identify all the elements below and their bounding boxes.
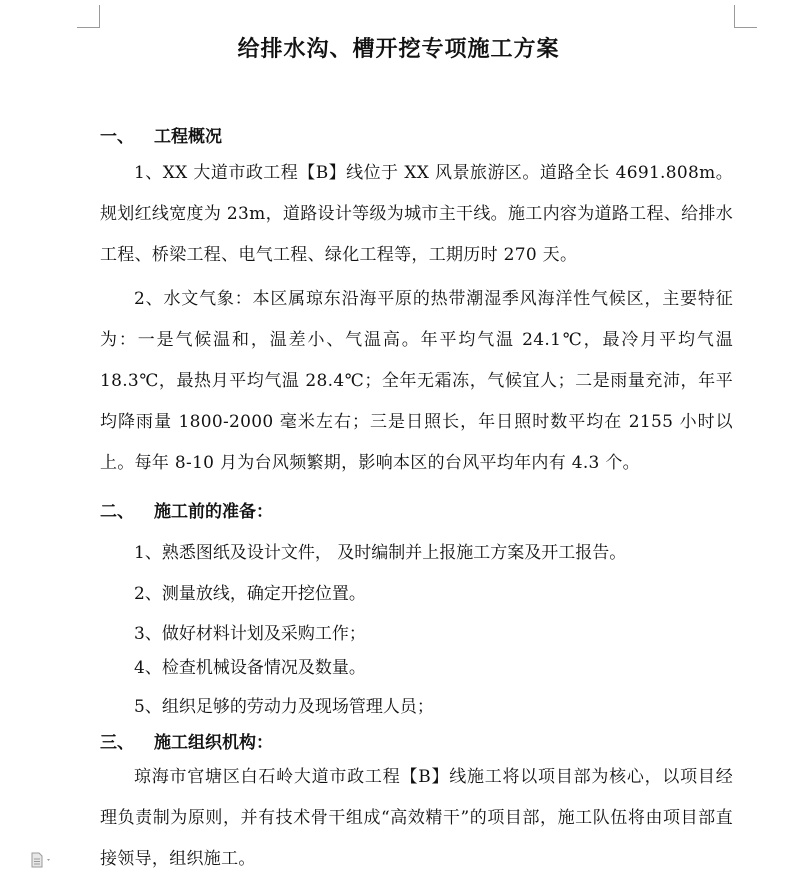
section-title: 施工组织机构： [154, 733, 273, 753]
list-item: 3、做好材料计划及采购工作； [134, 624, 366, 644]
section-title: 施工前的准备： [154, 502, 273, 522]
section-heading-1 [100, 122, 222, 147]
chevron-down-icon [47, 859, 50, 861]
section-title: 工程概况 [154, 127, 222, 147]
section-number: 一、 [100, 127, 134, 147]
section-number: 三、 [100, 733, 134, 753]
page-corner-mark-top-left [77, 5, 100, 28]
list-item: 1、熟悉图纸及设计文件， 及时编制并上报施工方案及开工报告。 [134, 543, 627, 563]
list-item: 4、检查机械设备情况及数量。 [134, 658, 366, 678]
list-item: 5、组织足够的劳动力及现场管理人员； [134, 697, 434, 717]
page-corner-mark-top-right [734, 5, 757, 28]
paragraph: 1、XX 大道市政工程【B】线位于 XX 风景旅游区。道路全长 4691.808m。规划红线宽度为 23m，道路设计等级为城市主干线。施工内容为道路工程、给排水工程、桥梁工程、电气工程、绿化工程等，工期历时 270 天。 [100, 163, 733, 265]
paragraph: 琼海市官塘区白石岭大道市政工程【B】线施工将以项目部为核心，以项目经理负责制为原则，并有技术骨干组成“高效精干”的项目部，施工队伍将由项目部直接领导，组织施工。 [100, 767, 733, 869]
document-icon[interactable] [30, 852, 54, 868]
document-title: 给排水沟、槽开挖专项施工方案 [237, 37, 560, 62]
paragraph: 2、水文气象：本区属琼东沿海平原的热带潮湿季风海洋性气候区，主要特征为：一是气候温和，温差小、气温高。年平均气温 24.1℃，最冷月平均气温 18.3℃，最热月平均气温 28.4℃；全年无霜冻，气候宜人；二是雨量充沛，年平均降雨量 1800-2000 毫米左右；三是日照长，年日照时数平均在 2155 小时以上。每年 8-10 月为台风频繁期，影响本区的台风平均年内有 4.3 个。 [100, 289, 733, 473]
section-heading-3 [100, 728, 273, 753]
list-item: 2、测量放线，确定开挖位置。 [134, 584, 366, 604]
section-heading-2 [100, 497, 273, 522]
section-number: 二、 [100, 502, 134, 522]
